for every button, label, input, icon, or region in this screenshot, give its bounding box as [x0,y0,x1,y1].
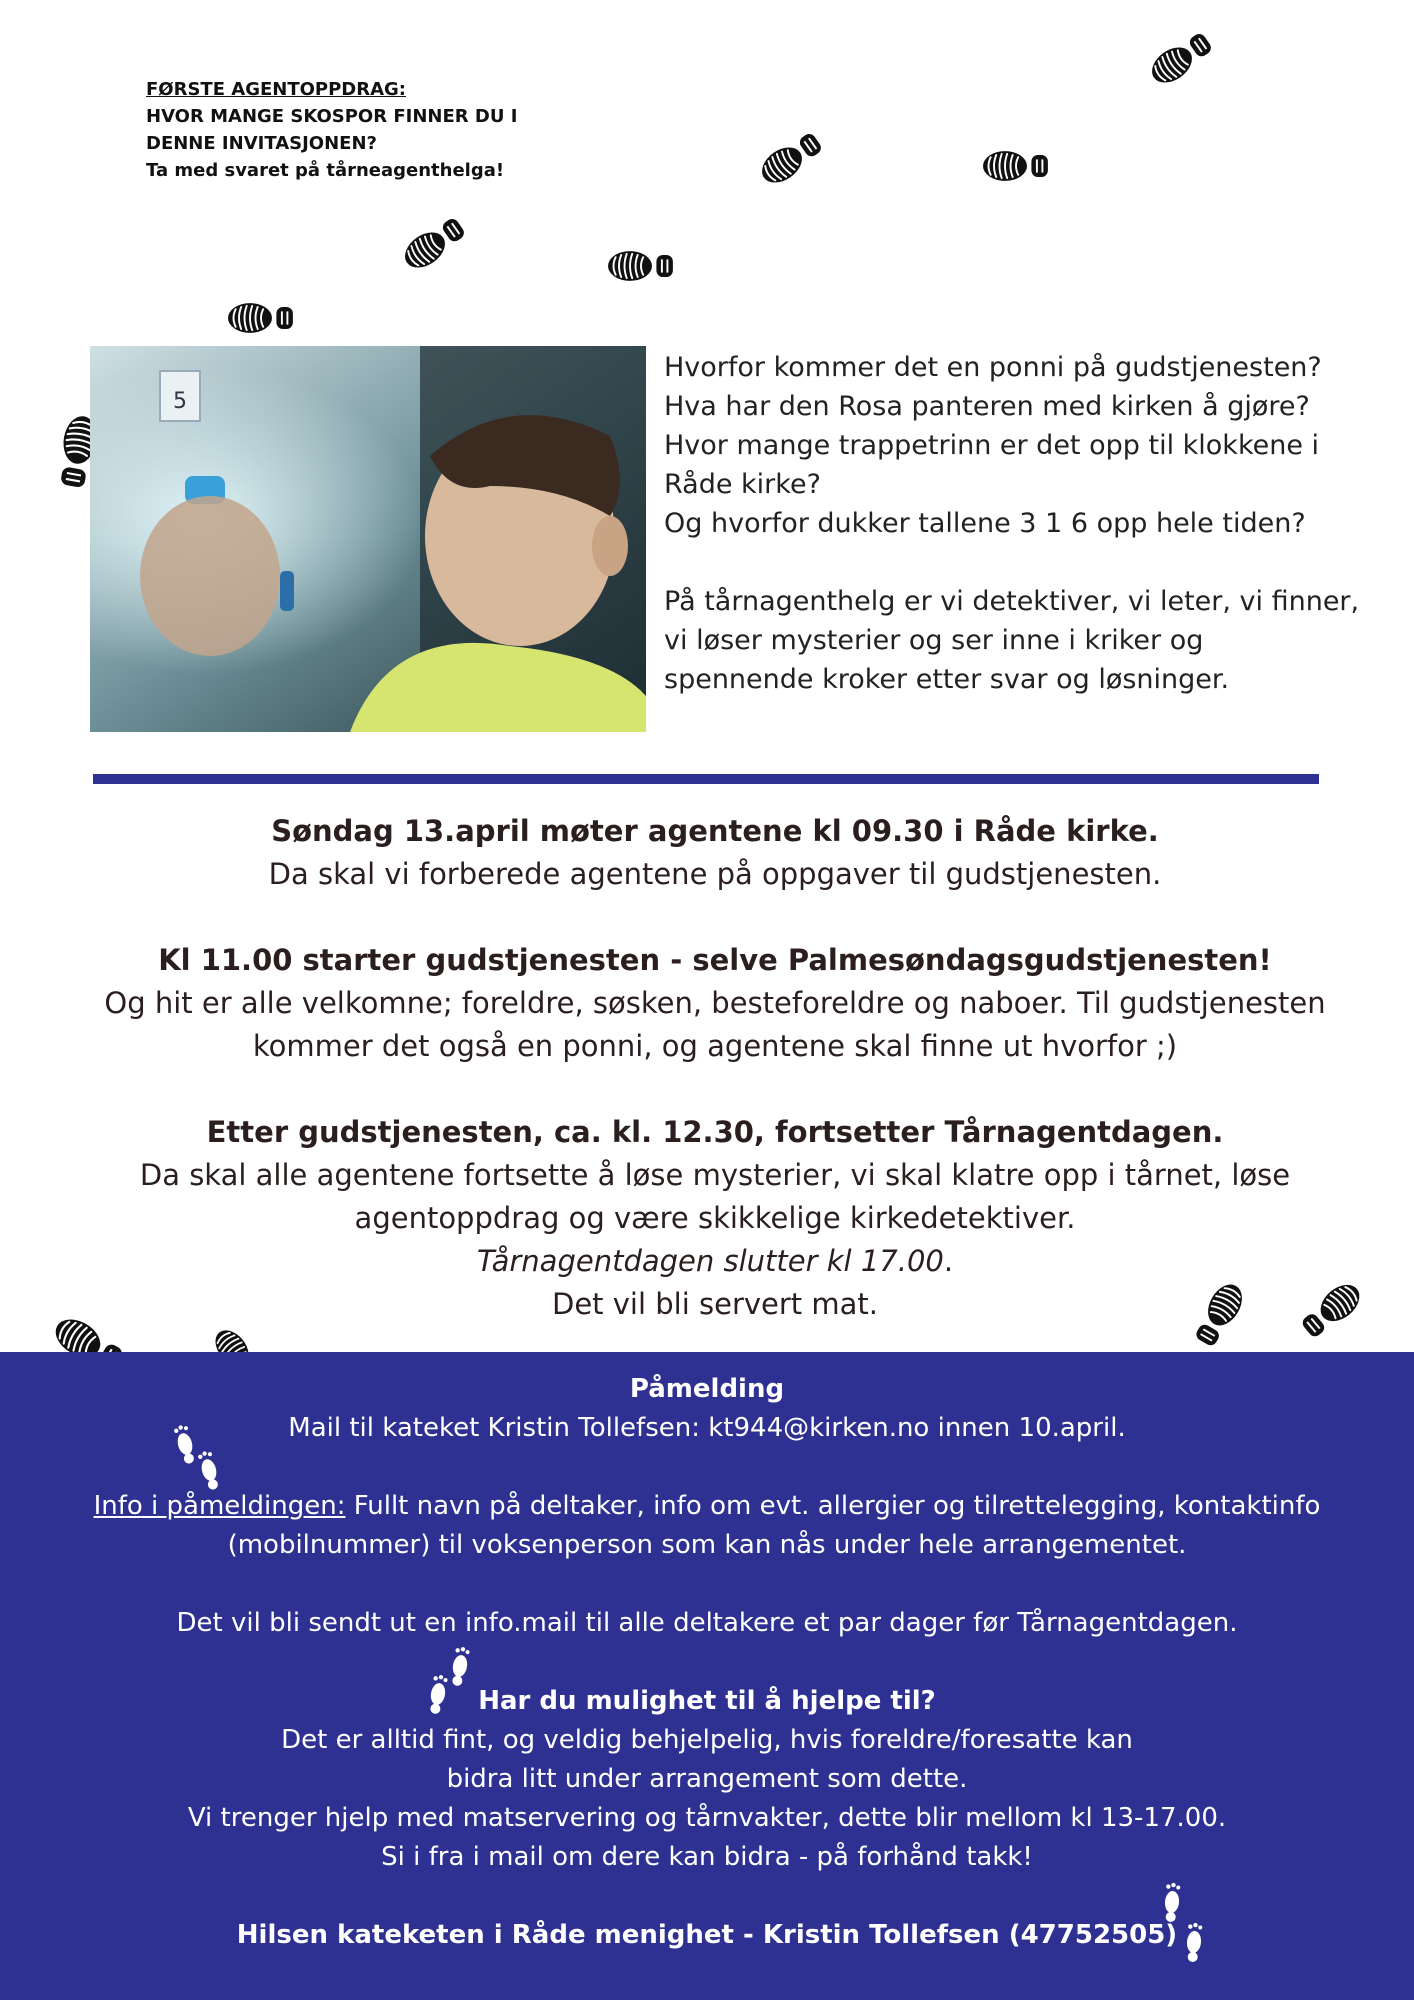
mission-line-3: Ta med svaret på tårneagenthelga! [146,160,505,181]
after-text-1: Da skal alle agentene fortsette å løse mysterier, vi skal klatre opp i tårnet, løse [139,1158,1291,1192]
footprint-icon [1265,1255,1395,1355]
registration-mail: Mail til kateket Kristin Tollefsen: kt944@kirken.no innen 10.april. [288,1413,1126,1443]
end-time: Tårnagentdagen slutter kl 17.00. [476,1244,954,1278]
question-3b: Råde kirke? [664,469,821,500]
service-text-2: kommer det også en ponni, og agentene skal finne ut hvorfor ;) [252,1029,1178,1063]
mission-line-1: HVOR MANGE SKOSPOR FINNER DU I [146,106,518,127]
question-3a: Hvor mange trappetrinn er det opp til klokkene i [664,430,1320,461]
door-number: 5 [173,389,187,414]
footprint-icon [1170,1250,1270,1360]
help-line-2: bidra litt under arrangement som dette. [446,1764,968,1794]
question-2: Hva har den Rosa panteren med kirken å gjøre? [664,391,1310,422]
infomail-note: Det vil bli sendt ut en info.mail til alle deltakere et par dager før Tårnagentdagen. [176,1608,1238,1638]
footprint-icon [905,130,1055,210]
mission-heading: FØRSTE AGENTOPPDRAG: [146,79,406,100]
service-text-1: Og hit er alle velkomne; foreldre, søsken, besteforeldre og naboer. Til gudstjenesten [104,986,1326,1020]
registration-info-2: (mobilnummer) til voksenperson som kan nås under hele arrangementet. [227,1530,1187,1560]
help-title: Har du mulighet til å hjelpe til? [478,1686,936,1716]
info-label: Info i påmeldingen: [93,1491,346,1521]
service-heading: Kl 11.00 starter gudstjenesten - selve Palmesøndagsgudstjenesten! [158,943,1272,977]
sunday-heading: Søndag 13.april møter agentene kl 09.30 i Råde kirke. [271,814,1159,848]
registration-footer [0,1352,1414,2000]
question-1: Hvorfor kommer det en ponni på gudstjenesten? [664,352,1322,383]
intro-questions [664,348,1360,699]
footprint-icon [20,1278,140,1358]
mission-box [146,76,566,184]
footprint-icon [1090,15,1230,125]
after-heading: Etter gudstjenesten, ca. kl. 12.30, fortsetter Tårnagentdagen. [206,1115,1224,1149]
help-line-3: Vi trenger hjelp med matservering og tårnvakter, dette blir mellom kl 13-17.00. [187,1803,1227,1833]
intro-para-3: spennende kroker etter svar og løsninger. [664,664,1230,695]
question-4: Og hvorfor dukker tallene 3 1 6 opp hele tiden? [664,508,1306,539]
greeting: Hilsen kateketen i Råde menighet - Kristin Tollefsen (47752505) [236,1920,1178,1950]
footprint-icon [530,230,680,310]
mission-line-2: DENNE INVITASJONEN? [146,133,377,154]
after-text-2: agentoppdrag og være skikkelige kirkedetektiver. [354,1201,1076,1235]
agent-child-photo [90,346,646,732]
footprint-icon [345,200,485,310]
intro-para-2: vi løser mysterier og ser inne i kriker og [664,625,1204,656]
program-section [80,810,1350,1326]
help-line-1: Det er alltid fint, og veldig behjelpelig, hvis foreldre/foresatte kan [281,1725,1133,1755]
registration-title: Påmelding [629,1374,785,1404]
food-note: Det vil bli servert mat. [552,1287,878,1321]
divider [93,774,1319,784]
registration-info: Info i påmeldingen: Fullt navn på deltaker, info om evt. allergier og tilrettelegging, kontaktinfo [93,1491,1321,1521]
sunday-text: Da skal vi forberede agentene på oppgaver til gudstjenesten. [268,857,1162,891]
intro-para-1: På tårnagenthelg er vi detektiver, vi leter, vi finner, [664,586,1360,617]
footprint-icon [190,1308,280,1358]
footprint-icon [700,115,840,225]
end-time-italic: Tårnagentdagen slutter kl 17.00 [476,1244,944,1278]
help-line-4: Si i fra i mail om dere kan bidra - på forhånd takk! [381,1842,1033,1872]
